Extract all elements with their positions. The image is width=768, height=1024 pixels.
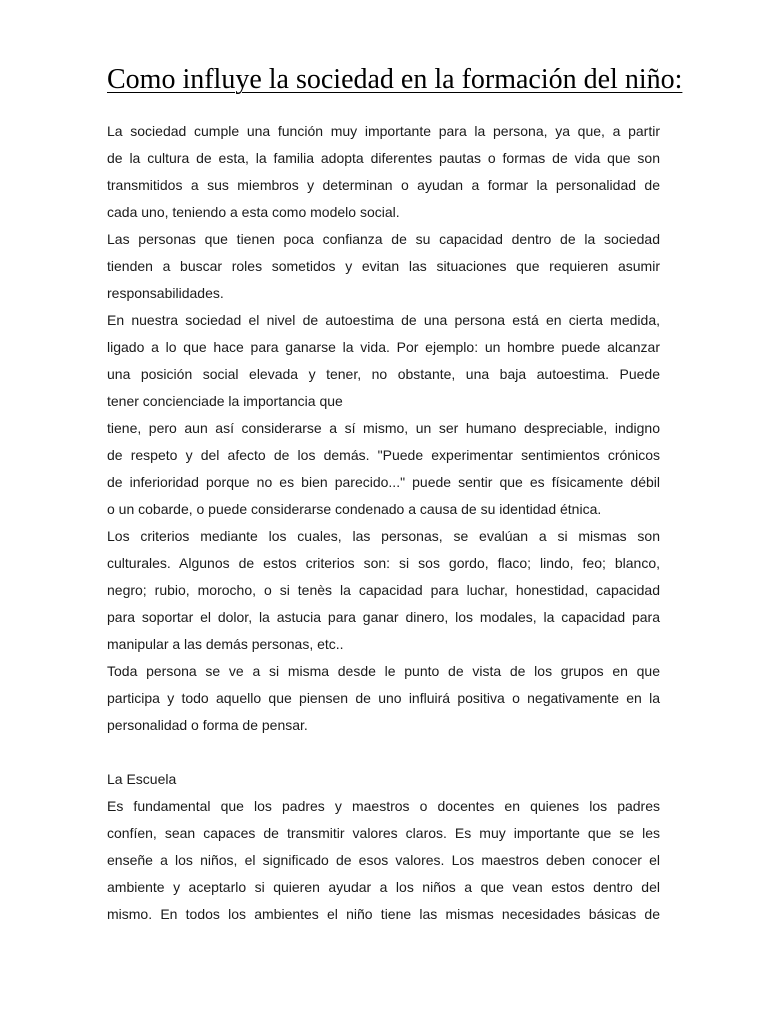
text-line: de respeto y del afecto de los demás. "Puede experimentar sentimientos crónicos	[107, 447, 660, 463]
text-line: ambiente y aceptarlo si quieren ayudar a los niños a que vean estos dentro del	[107, 879, 660, 895]
text-line: de la cultura de esta, la familia adopta diferentes pautas o formas de vida que son	[107, 150, 660, 166]
text-line: En nuestra sociedad el nivel de autoestima de una persona está en cierta medida,	[107, 312, 660, 328]
text-line: Toda persona se ve a si misma desde le punto de vista de los grupos en que	[107, 663, 660, 679]
text-line: una posición social elevada y tener, no obstante, una baja autoestima. Puede	[107, 366, 660, 382]
text-line: de inferioridad porque no es bien parecido..." puede sentir que es físicamente débil	[107, 474, 660, 490]
text-line: ligado a lo que hace para ganarse la vida. Por ejemplo: un hombre puede alcanzar	[107, 339, 660, 355]
text-line: La sociedad cumple una función muy importante para la persona, ya que, a partir	[107, 123, 660, 139]
text-line: culturales. Algunos de estos criterios son: si sos gordo, flaco; lindo, feo; blanco,	[107, 555, 660, 571]
text-line: cada uno, teniendo a esta como modelo social.	[107, 204, 400, 220]
text-line: transmitidos a sus miembros y determinan o ayudan a formar la personalidad de	[107, 177, 660, 193]
text-line: tienden a buscar roles sometidos y evitan las situaciones que requieren asumir	[107, 258, 660, 274]
text-line: participa y todo aquello que piensen de uno influirá positiva o negativamente en la	[107, 690, 660, 706]
text-line: mismo. En todos los ambientes el niño tiene las mismas necesidades básicas de	[107, 906, 660, 922]
text-line: para soportar el dolor, la astucia para ganar dinero, los modales, la capacidad para	[107, 609, 660, 625]
blank-line	[107, 739, 660, 766]
text-line: Es fundamental que los padres y maestros o docentes en quienes los padres	[107, 798, 660, 814]
text-line: confíen, sean capaces de transmitir valores claros. Es muy importante que se les	[107, 825, 660, 841]
document-title: Como influye la sociedad en la formación del niño:	[107, 64, 683, 95]
text-line: personalidad o forma de pensar.	[107, 717, 308, 733]
text-line: manipular a las demás personas, etc..	[107, 636, 344, 652]
section-heading: La Escuela	[107, 771, 177, 787]
text-line: enseñe a los niños, el significado de esos valores. Los maestros deben conocer el	[107, 852, 660, 868]
text-line: o un cobarde, o puede considerarse condenado a causa de su identidad étnica.	[107, 501, 602, 517]
text-line: responsabilidades.	[107, 285, 224, 301]
text-line: negro; rubio, morocho, o si tenès la capacidad para luchar, honestidad, capacidad	[107, 582, 660, 598]
text-line: tiene, pero aun así considerarse a sí mismo, un ser humano despreciable, indigno	[107, 420, 660, 436]
text-line: tener concienciade la importancia que	[107, 393, 343, 409]
text-line: Los criterios mediante los cuales, las personas, se evalúan a si mismas son	[107, 528, 660, 544]
text-line: Las personas que tienen poca confianza de su capacidad dentro de la sociedad	[107, 231, 660, 247]
document-body	[107, 118, 660, 928]
